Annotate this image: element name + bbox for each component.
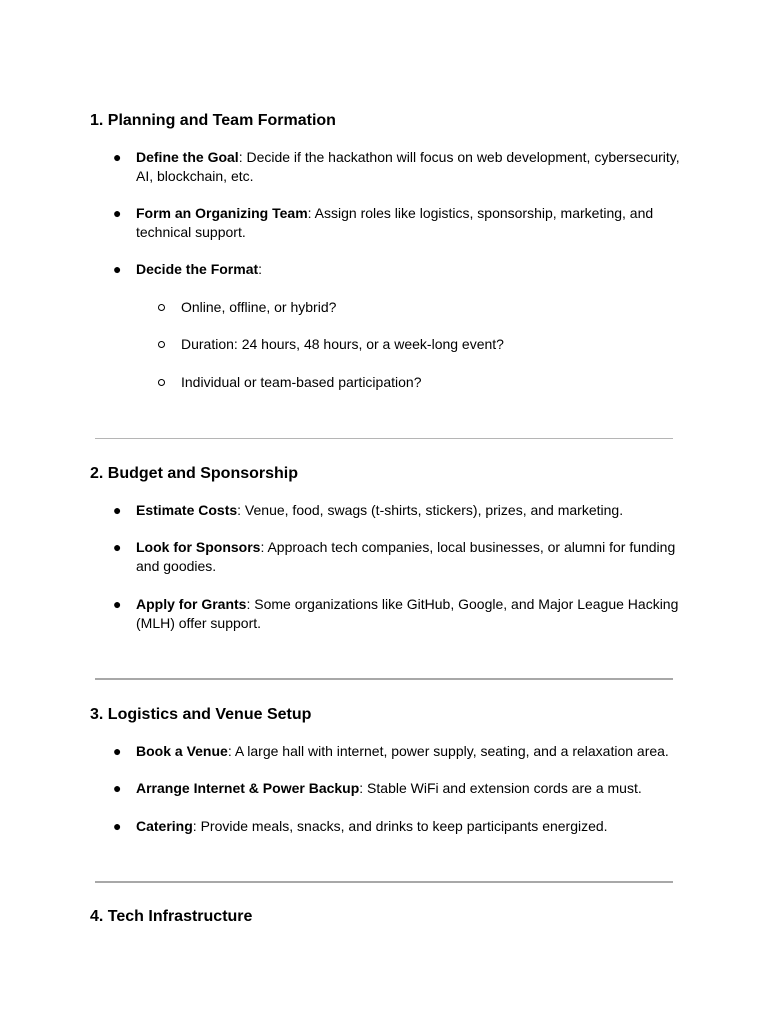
item-text: : xyxy=(258,261,263,277)
item-label: Define the Goal xyxy=(136,149,239,165)
bullet-icon: ● xyxy=(113,149,122,165)
list-item xyxy=(90,501,680,520)
item-label: Decide the Format xyxy=(136,261,259,277)
list-item xyxy=(90,538,680,576)
item-text: : Some organizations like GitHub, Google, and Major League Hacking (MLH) offer support. xyxy=(136,596,679,631)
sub-list-item xyxy=(90,298,680,317)
bullet-list xyxy=(90,148,680,186)
horizontal-divider xyxy=(95,881,673,883)
item-label: Book a Venue xyxy=(136,743,228,759)
sub-list xyxy=(90,373,680,392)
horizontal-divider xyxy=(95,438,673,439)
bullet-icon: ● xyxy=(113,818,122,834)
bullet-icon: ● xyxy=(113,596,122,612)
sub-list xyxy=(90,335,680,354)
bullet-icon: ● xyxy=(113,780,122,796)
list-item xyxy=(90,204,680,242)
list-item xyxy=(90,779,680,798)
item-text: : Stable WiFi and extension cords are a must. xyxy=(359,780,642,796)
item-label: Catering xyxy=(136,818,193,834)
bullet-icon: ● xyxy=(113,261,122,277)
item-text: : Provide meals, snacks, and drinks to keep participants energized. xyxy=(192,818,608,834)
bullet-list xyxy=(90,204,680,242)
list-item xyxy=(90,148,680,186)
section-heading: 3. Logistics and Venue Setup xyxy=(90,706,312,723)
bullet-icon: ● xyxy=(113,743,122,759)
list-item xyxy=(90,742,680,761)
bullet-list xyxy=(90,595,680,633)
sub-list xyxy=(90,298,680,317)
item-text: : Assign roles like logistics, sponsorship, marketing, and technical support. xyxy=(136,205,654,240)
item-label: Apply for Grants xyxy=(136,596,247,612)
section-budget xyxy=(90,464,680,484)
hollow-bullet-icon xyxy=(158,304,165,311)
sub-item-text: Individual or team-based participation? xyxy=(181,374,422,390)
sub-item-text: Duration: 24 hours, 48 hours, or a week-long event? xyxy=(181,336,504,352)
item-text: : Decide if the hackathon will focus on web development, cybersecurity, AI, blockchain, etc. xyxy=(136,149,680,184)
item-label: Arrange Internet & Power Backup xyxy=(136,780,360,796)
section-logistics xyxy=(90,705,680,725)
bullet-list xyxy=(90,538,680,576)
hollow-bullet-icon xyxy=(158,341,165,348)
item-label: Form an Organizing Team xyxy=(136,205,308,221)
hollow-bullet-icon xyxy=(158,379,165,386)
section-heading: 4. Tech Infrastructure xyxy=(90,908,253,925)
section-planning xyxy=(90,111,680,131)
item-text: : A large hall with internet, power supply, seating, and a relaxation area. xyxy=(227,743,669,759)
section-heading: 2. Budget and Sponsorship xyxy=(90,465,299,482)
bullet-list xyxy=(90,817,680,836)
bullet-list xyxy=(90,779,680,798)
horizontal-divider xyxy=(95,678,673,680)
section-tech-infrastructure xyxy=(90,907,680,927)
item-label: Estimate Costs xyxy=(136,502,238,518)
item-text: : Approach tech companies, local businesses, or alumni for funding and goodies. xyxy=(136,539,676,574)
sub-list-item xyxy=(90,335,680,354)
bullet-list xyxy=(90,742,680,761)
bullet-icon: ● xyxy=(113,205,122,221)
sub-item-text: Online, offline, or hybrid? xyxy=(181,299,337,315)
item-text: : Venue, food, swags (t-shirts, stickers), prizes, and marketing. xyxy=(237,502,624,518)
bullet-list xyxy=(90,501,680,520)
list-item xyxy=(90,817,680,836)
section-heading: 1. Planning and Team Formation xyxy=(90,112,336,129)
list-item xyxy=(90,260,680,279)
sub-list-item xyxy=(90,373,680,392)
list-item xyxy=(90,595,680,633)
bullet-list xyxy=(90,260,680,279)
bullet-icon: ● xyxy=(113,539,122,555)
bullet-icon: ● xyxy=(113,502,122,518)
item-label: Look for Sponsors xyxy=(136,539,261,555)
